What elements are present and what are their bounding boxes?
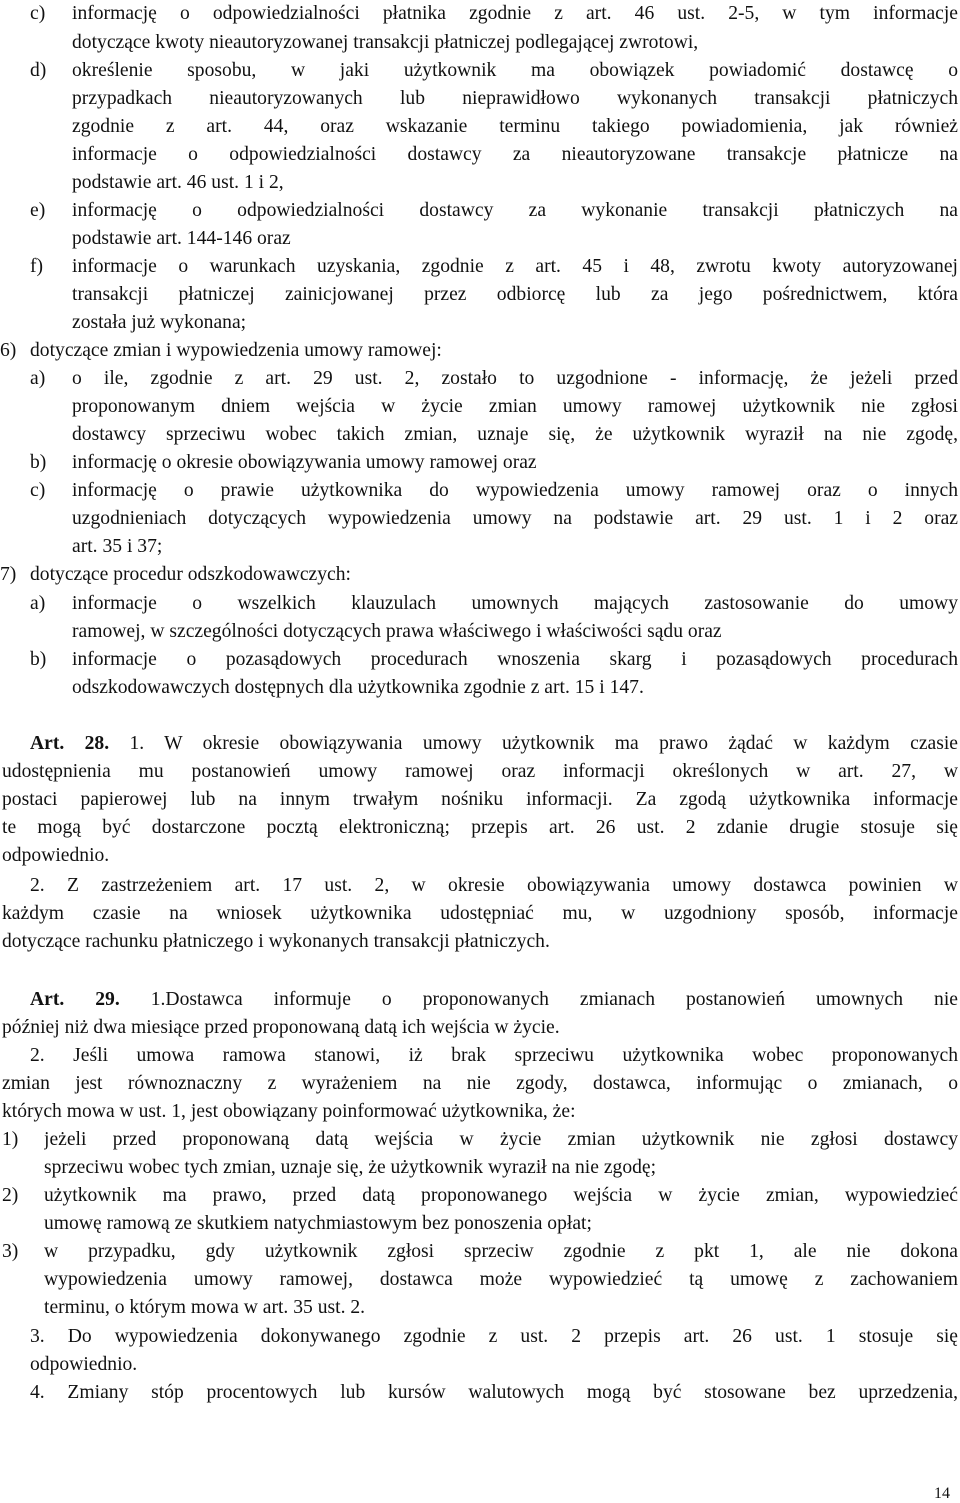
line-text: uzgodnieniach dotyczących wypowiedzenia umowy na podstawie art. 29 ust. 1 i 2 oraz xyxy=(72,508,958,529)
line-text: o ile, zgodnie z art. 29 ust. 2, zostało to uzgodnione - informację, że jeżeli przed xyxy=(72,368,958,389)
line-text: których mowa w ust. 1, jest obowiązany poinformować użytkownika, że: xyxy=(2,1101,576,1122)
line-text: przypadkach nieautoryzowanych lub nieprawidłowo wykonanych transakcji płatniczych xyxy=(72,88,958,109)
list-marker: f) xyxy=(30,256,44,277)
list-marker: d) xyxy=(30,60,47,81)
text-line xyxy=(72,29,698,57)
line-text: informację o prawie użytkownika do wypowiedzenia umowy ramowej oraz o innych xyxy=(72,480,958,501)
text-line xyxy=(72,365,958,393)
text-line xyxy=(72,449,537,477)
article-heading: Art. 28. xyxy=(30,733,110,754)
list-marker: 2) xyxy=(2,1185,19,1206)
text-line xyxy=(44,1266,958,1294)
line-text: informacje o odpowiedzialności dostawcy za nieautoryzowane transakcje płatnicze na xyxy=(72,144,958,165)
text-line xyxy=(72,618,722,646)
text-line xyxy=(72,57,958,85)
text-line xyxy=(72,674,644,702)
text-line xyxy=(2,1070,958,1098)
text-line xyxy=(44,1238,958,1266)
list-marker: c) xyxy=(30,3,46,24)
text-line xyxy=(72,169,284,197)
line-text: informację o odpowiedzialności płatnika zgodnie z art. 46 ust. 2-5, w tym informacje xyxy=(72,3,958,24)
line-text: odpowiednio. xyxy=(30,1354,138,1375)
list-marker: 6) xyxy=(0,340,17,361)
line-text: w przypadku, gdy użytkownik zgłosi sprzeciw zgodnie z pkt 1, ale nie dokona xyxy=(44,1241,958,1262)
text-line xyxy=(2,758,958,786)
list-marker: c) xyxy=(30,480,46,501)
list-marker: e) xyxy=(30,200,46,221)
line-text: dotyczące zmian i wypowiedzenia umowy ramowej: xyxy=(30,340,442,361)
line-text: wypowiedzenia umowy ramowej, dostawca może wypowiedzieć tą umowę z zachowaniem xyxy=(44,1269,958,1290)
text-line xyxy=(2,928,550,956)
line-text: 2. Jeśli umowa ramowa stanowi, iż brak sprzeciwu użytkownika wobec proponowanych xyxy=(30,1045,958,1066)
line-text: ramowej, w szczególności dotyczących prawa właściwego i właściwości sądu oraz xyxy=(72,621,722,642)
line-text: udostępnienia mu postanowień umowy ramowej oraz informacji określonych w art. 27, w xyxy=(2,761,958,782)
text-line xyxy=(30,1323,958,1351)
line-text: jeżeli przed proponowaną datą wejścia w życie zmian użytkownik nie zgłosi dostawcy xyxy=(44,1129,958,1150)
text-line xyxy=(2,900,958,928)
text-line xyxy=(72,0,958,28)
line-text: później niż dwa miesiące przed proponowaną datą ich wejścia w życie. xyxy=(2,1017,560,1038)
text-line xyxy=(30,730,958,758)
line-text: dotyczące procedur odszkodowawczych: xyxy=(30,564,351,585)
line-text: te mogą być dostarczone pocztą elektroniczną; przepis art. 26 ust. 2 zdanie drugie stosuje się xyxy=(2,817,958,838)
line-text: została już wykonana; xyxy=(72,312,247,333)
line-text: informacje o pozasądowych procedurach wnoszenia skarg i pozasądowych procedurach xyxy=(72,649,958,670)
text-line xyxy=(72,393,958,421)
text-line xyxy=(44,1210,592,1238)
list-marker: b) xyxy=(30,452,47,473)
line-text: informacje o wszelkich klauzulach umownych mających zastosowanie do umowy xyxy=(72,593,958,614)
text-line xyxy=(2,1098,576,1126)
line-text: dotyczące rachunku płatniczego i wykonanych transakcji płatniczych. xyxy=(2,931,550,952)
page-number: 14 xyxy=(934,1485,950,1502)
line-text: informacje o warunkach uzyskania, zgodnie z art. 45 i 48, zwrotu kwoty autoryzowanej xyxy=(72,256,958,277)
text-line xyxy=(30,337,442,365)
text-line xyxy=(30,986,958,1014)
line-text: terminu, o którym mowa w art. 35 ust. 2. xyxy=(44,1297,366,1318)
line-text: proponowanym dniem wejścia w życie zmian umowy ramowej użytkownik nie zgłosi xyxy=(72,396,958,417)
text-line xyxy=(2,1014,560,1042)
line-text: podstawie art. 46 ust. 1 i 2, xyxy=(72,172,284,193)
line-text: dotyczące kwoty nieautoryzowanej transakcji płatniczej podlegającej zwrotowi, xyxy=(72,32,699,53)
text-line xyxy=(72,281,958,309)
text-line xyxy=(2,814,958,842)
text-line xyxy=(72,505,958,533)
list-marker: a) xyxy=(30,368,46,389)
text-line xyxy=(2,842,109,870)
line-text: zmian jest równoznaczny z wyrażeniem na nie zgody, dostawca, informując o zmianach, o xyxy=(2,1073,958,1094)
line-text: sprzeciwu wobec tych zmian, uznaje się, że użytkownik wyraził na nie zgodę; xyxy=(44,1157,657,1178)
list-marker: 1) xyxy=(2,1129,19,1150)
text-line xyxy=(44,1154,656,1182)
text-line xyxy=(72,309,246,337)
line-text: umowę ramową ze skutkiem natychmiastowym bez ponoszenia opłat; xyxy=(44,1213,592,1234)
line-text: art. 35 i 37; xyxy=(72,536,163,557)
list-marker: 7) xyxy=(0,564,17,585)
text-line xyxy=(44,1126,958,1154)
line-text: 4. Zmiany stóp procentowych lub kursów walutowych mogą być stosowane bez uprzedzenia, xyxy=(30,1382,958,1403)
line-text: 3. Do wypowiedzenia dokonywanego zgodnie z ust. 2 przepis art. 26 ust. 1 stosuje się xyxy=(30,1326,958,1347)
text-line xyxy=(30,1379,958,1407)
text-line xyxy=(72,421,958,449)
text-line xyxy=(44,1294,365,1322)
line-text: użytkownik ma prawo, przed datą proponowanego wejścia w życie zmian, wypowiedzieć xyxy=(44,1185,958,1206)
text-line xyxy=(30,1042,958,1070)
text-line xyxy=(72,85,958,113)
line-text: 1.Dostawca informuje o proponowanych zmianach postanowień umownych nie xyxy=(150,989,958,1010)
list-marker: a) xyxy=(30,593,46,614)
text-line xyxy=(72,477,958,505)
text-line xyxy=(30,872,958,900)
text-line xyxy=(30,561,351,589)
line-text: informację o odpowiedzialności dostawcy za wykonanie transakcji płatniczych na xyxy=(72,200,958,221)
list-marker: b) xyxy=(30,649,47,670)
line-text: podstawie art. 144-146 oraz xyxy=(72,228,291,249)
article-heading: Art. 29. xyxy=(30,989,120,1010)
list-marker: 3) xyxy=(2,1241,19,1262)
text-line xyxy=(72,646,958,674)
text-line xyxy=(72,533,162,561)
text-line xyxy=(72,253,958,281)
text-line xyxy=(72,113,958,141)
text-line xyxy=(30,1351,137,1379)
text-line xyxy=(2,786,958,814)
line-text: 1. W okresie obowiązywania umowy użytkownik ma prawo żądać w każdym czasie xyxy=(129,733,958,754)
line-text: każdym czasie na wniosek użytkownika udostępniać mu, w uzgodniony sposób, informacje xyxy=(2,903,958,924)
text-line xyxy=(72,225,291,253)
line-text: zgodnie z art. 44, oraz wskazanie terminu takiego powiadomienia, jak również xyxy=(72,116,958,137)
text-line xyxy=(44,1182,958,1210)
line-text: informację o okresie obowiązywania umowy ramowej oraz xyxy=(72,452,537,473)
line-text: określenie sposobu, w jaki użytkownik ma obowiązek powiadomić dostawcę o xyxy=(72,60,958,81)
line-text: postaci papierowej lub na innym trwałym nośniku informacji. Za zgodą użytkownika informacje xyxy=(2,789,958,810)
text-line xyxy=(72,197,958,225)
line-text: transakcji płatniczej zainicjowanej przez odbiorcę lub za jego pośrednictwem, która xyxy=(72,284,958,305)
line-text: odszkodowawczych dostępnych dla użytkownika zgodnie z art. 15 i 147. xyxy=(72,677,644,698)
text-line xyxy=(72,141,958,169)
line-text: odpowiednio. xyxy=(2,845,110,866)
text-line xyxy=(72,590,958,618)
line-text: 2. Z zastrzeżeniem art. 17 ust. 2, w okresie obowiązywania umowy dostawca powinien w xyxy=(30,875,958,896)
line-text: dostawcy sprzeciwu wobec takich zmian, uznaje się, że użytkownik wyraził na nie zgodę, xyxy=(72,424,958,445)
